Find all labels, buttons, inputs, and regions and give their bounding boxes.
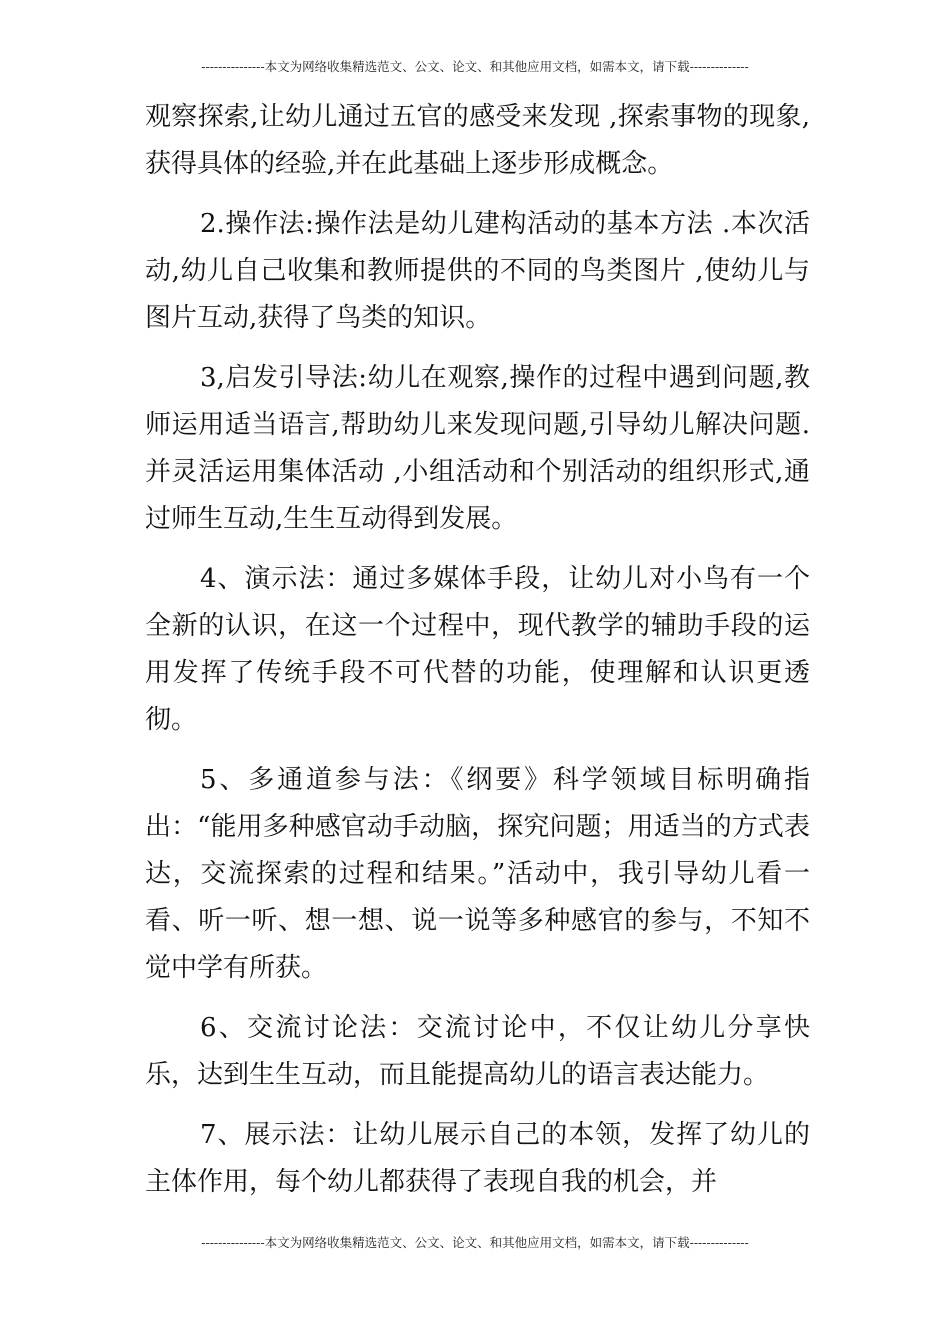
document-body bbox=[145, 94, 810, 1206]
paragraph-multichannel-method: 5、多通道参与法：《纲要》科学领域目标明确指出：“能用多种感官动手动脑，探究问题；用适当的方式表达，交流探索的过程和结果。”活动中，我引导幼儿看一看、听一听、想一想、说一说等多种感官的参与，不知不觉中学有所获。 bbox=[145, 765, 810, 983]
paragraph-presentation-method: 7、展示法：让幼儿展示自己的本领，发挥了幼儿的主体作用，每个幼儿都获得了表现自我的机会，并 bbox=[145, 1120, 810, 1197]
paragraph-demonstration-method: 4、演示法：通过多媒体手段，让幼儿对小鸟有一个全新的认识，在这一个过程中，现代教学的辅助手段的运用发挥了传统手段不可代替的功能，使理解和认识更透彻。 bbox=[145, 564, 810, 735]
paragraph-operation-method: 2.操作法:操作法是幼儿建构活动的基本方法 .本次活动,幼儿自己收集和教师提供的不同的鸟类图片 ,使幼儿与图片互动,获得了鸟类的知识。 bbox=[145, 209, 810, 333]
paragraph-discussion-method: 6、交流讨论法：交流讨论中，不仅让幼儿分享快乐，达到生生互动，而且能提高幼儿的语言表达能力。 bbox=[145, 1013, 810, 1090]
paragraph-observation-continued: 观察探索,让幼儿通过五官的感受来发现 ,探索事物的现象,获得具体的经验,并在此基础上逐步形成概念。 bbox=[145, 102, 810, 179]
paragraph-guidance-method: 3,启发引导法:幼儿在观察,操作的过程中遇到问题,教师运用适当语言,帮助幼儿来发现问题,引导幼儿解决问题.并灵活运用集体活动 ,小组活动和个别活动的组织形式,通过师生互动,生生互动得到发展。 bbox=[145, 363, 810, 534]
page-header-banner: ---------------本文为网络收集精选范文、公文、论文、和其他应用文档，如需本文，请下载-------------- bbox=[201, 59, 749, 74]
page-footer-banner: ---------------本文为网络收集精选范文、公文、论文、和其他应用文档，如需本文，请下载-------------- bbox=[201, 1235, 749, 1250]
